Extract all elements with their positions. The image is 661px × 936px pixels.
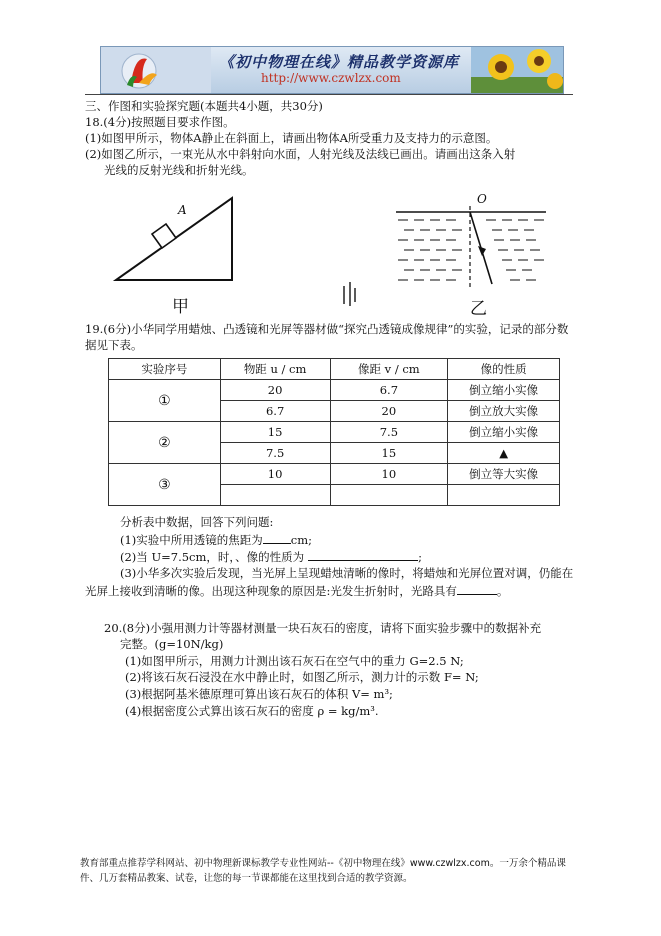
table-cell: 6.7: [220, 401, 330, 422]
table-cell: 倒立放大实像: [448, 401, 560, 422]
q19-analysis-intro: 分析表中数据，回答下列问题:: [120, 515, 274, 529]
table-cell: 6.7: [330, 380, 448, 401]
banner-logo: [101, 47, 211, 93]
point-o-label: O: [477, 192, 487, 206]
q19-sub2: [120, 549, 422, 565]
answer-blank[interactable]: [308, 549, 418, 561]
q19-sub1-unit: cm;: [290, 533, 313, 547]
banner-title: 《初中物理在线》精品教学资源库: [219, 53, 460, 71]
answer-blank[interactable]: [263, 532, 291, 544]
q20-step3: (3)根据阿基米德原理可算出该石灰石的体积 V= m³;: [125, 687, 393, 701]
table-cell: 10: [330, 464, 448, 485]
table-cell: 倒立等大实像: [448, 464, 560, 485]
q20-step4: (4)根据密度公式算出该石灰石的密度 ρ = kg/m³.: [125, 704, 379, 718]
experiment-id-cell: ③: [109, 464, 221, 506]
q19-stem-line2: 据见下表。: [85, 338, 143, 352]
figure-incline-caption: 甲: [172, 297, 189, 317]
header-cell: 实验序号: [109, 359, 221, 380]
footer-line2: 件、几万套精品教案、试卷，让您的每一节课都能在这里找到合适的教学资源。: [80, 873, 413, 884]
table-cell: 倒立缩小实像: [448, 422, 560, 443]
q19-sub1: [120, 532, 312, 548]
table-row: [109, 422, 560, 443]
table-cell: 15: [330, 443, 448, 464]
q19-sub3-text: 光屏上接收到清晰的像。出现这种现象的原因是:光发生折射时，光路具有: [85, 584, 457, 598]
answer-blank[interactable]: [457, 583, 497, 595]
table-cell: 10: [220, 464, 330, 485]
q19-sub3-line1: (3)小华多次实验后发现，当光屏上呈现蜡烛清晰的像时，将蜡烛和光屏位置对调，仍能在: [120, 566, 574, 580]
experiment-id-cell: ②: [109, 422, 221, 464]
header-cell: 像距 v / cm: [330, 359, 448, 380]
q19-stem-line1: 19.(6分)小华同学用蜡烛、凸透镜和光屏等器材做“探究凸透镜成像规律”的实验，记录的部分数: [85, 322, 569, 336]
header-cell: 物距 u / cm: [220, 359, 330, 380]
figure-water-caption: 乙: [470, 299, 487, 319]
q20-step1: (1)如图甲所示，用测力计测出该石灰石在空气中的重力 G=2.5 N;: [125, 654, 464, 668]
q18-part2-line2: 光线的反射光线和折射光线。: [104, 163, 254, 177]
table-row: [109, 380, 560, 401]
table-cell: 7.5: [220, 443, 330, 464]
q19-sub3-end: 。: [496, 584, 509, 598]
section-heading: 三、作图和实验探究题(本题共4小题，共30分): [85, 99, 323, 113]
table-cell: 20: [220, 380, 330, 401]
figure-water: [394, 192, 550, 292]
table-cell: [330, 485, 448, 506]
header-cell: 像的性质: [448, 359, 560, 380]
scan-marks: [340, 280, 364, 310]
q19-sub2-text: (2)当 U=7.5cm，时，、像的性质为: [120, 550, 305, 564]
table-cell-blank-triangle: ▲: [448, 443, 560, 464]
q20-stem-line2: 完整。(g=10N/kg): [120, 637, 224, 651]
q19-sub1-text: (1)实验中所用透镜的焦距为: [120, 533, 263, 547]
banner-url[interactable]: http://www.czwlzx.com: [261, 71, 401, 85]
q19-sub3-line2: [85, 583, 508, 599]
table-header-row: [109, 359, 560, 380]
table-cell: 20: [330, 401, 448, 422]
q18-stem: 18.(4分)按照题目要求作图。: [85, 115, 235, 129]
q20-stem-line1: 20.(8分)小强用测力计等器材测量一块石灰石的密度，请将下面实验步骤中的数据补充: [104, 621, 542, 635]
block-label-a: A: [178, 203, 187, 217]
q18-part1: (1)如图甲所示，物体A静止在斜面上，请画出物体A所受重力及支持力的示意图。: [85, 131, 498, 145]
table-cell: 15: [220, 422, 330, 443]
footer-line1: 教育部重点推荐学科网站、初中物理新课标教学专业性网站--《初中物理在线》www.czwlzx.com。一万余个精品课: [80, 858, 566, 869]
header-banner: [100, 46, 564, 94]
q19-sub2-end: ;: [418, 550, 423, 564]
experiment-id-cell: ①: [109, 380, 221, 422]
data-table: [108, 358, 560, 506]
table-cell: 7.5: [330, 422, 448, 443]
q20-step2: (2)将该石灰石浸没在水中静止时，如图乙所示，测力计的示数 F= N;: [125, 670, 479, 684]
header-rule: [85, 94, 573, 95]
q18-part2-line1: (2)如图乙所示，一束光从水中斜射向水面，人射光线及法线已画出。请画出这条入射: [85, 147, 516, 161]
sunflower-image: [471, 47, 563, 93]
table-cell: [448, 485, 560, 506]
table-row: [109, 464, 560, 485]
table-cell: 倒立缩小实像: [448, 380, 560, 401]
table-cell: [220, 485, 330, 506]
